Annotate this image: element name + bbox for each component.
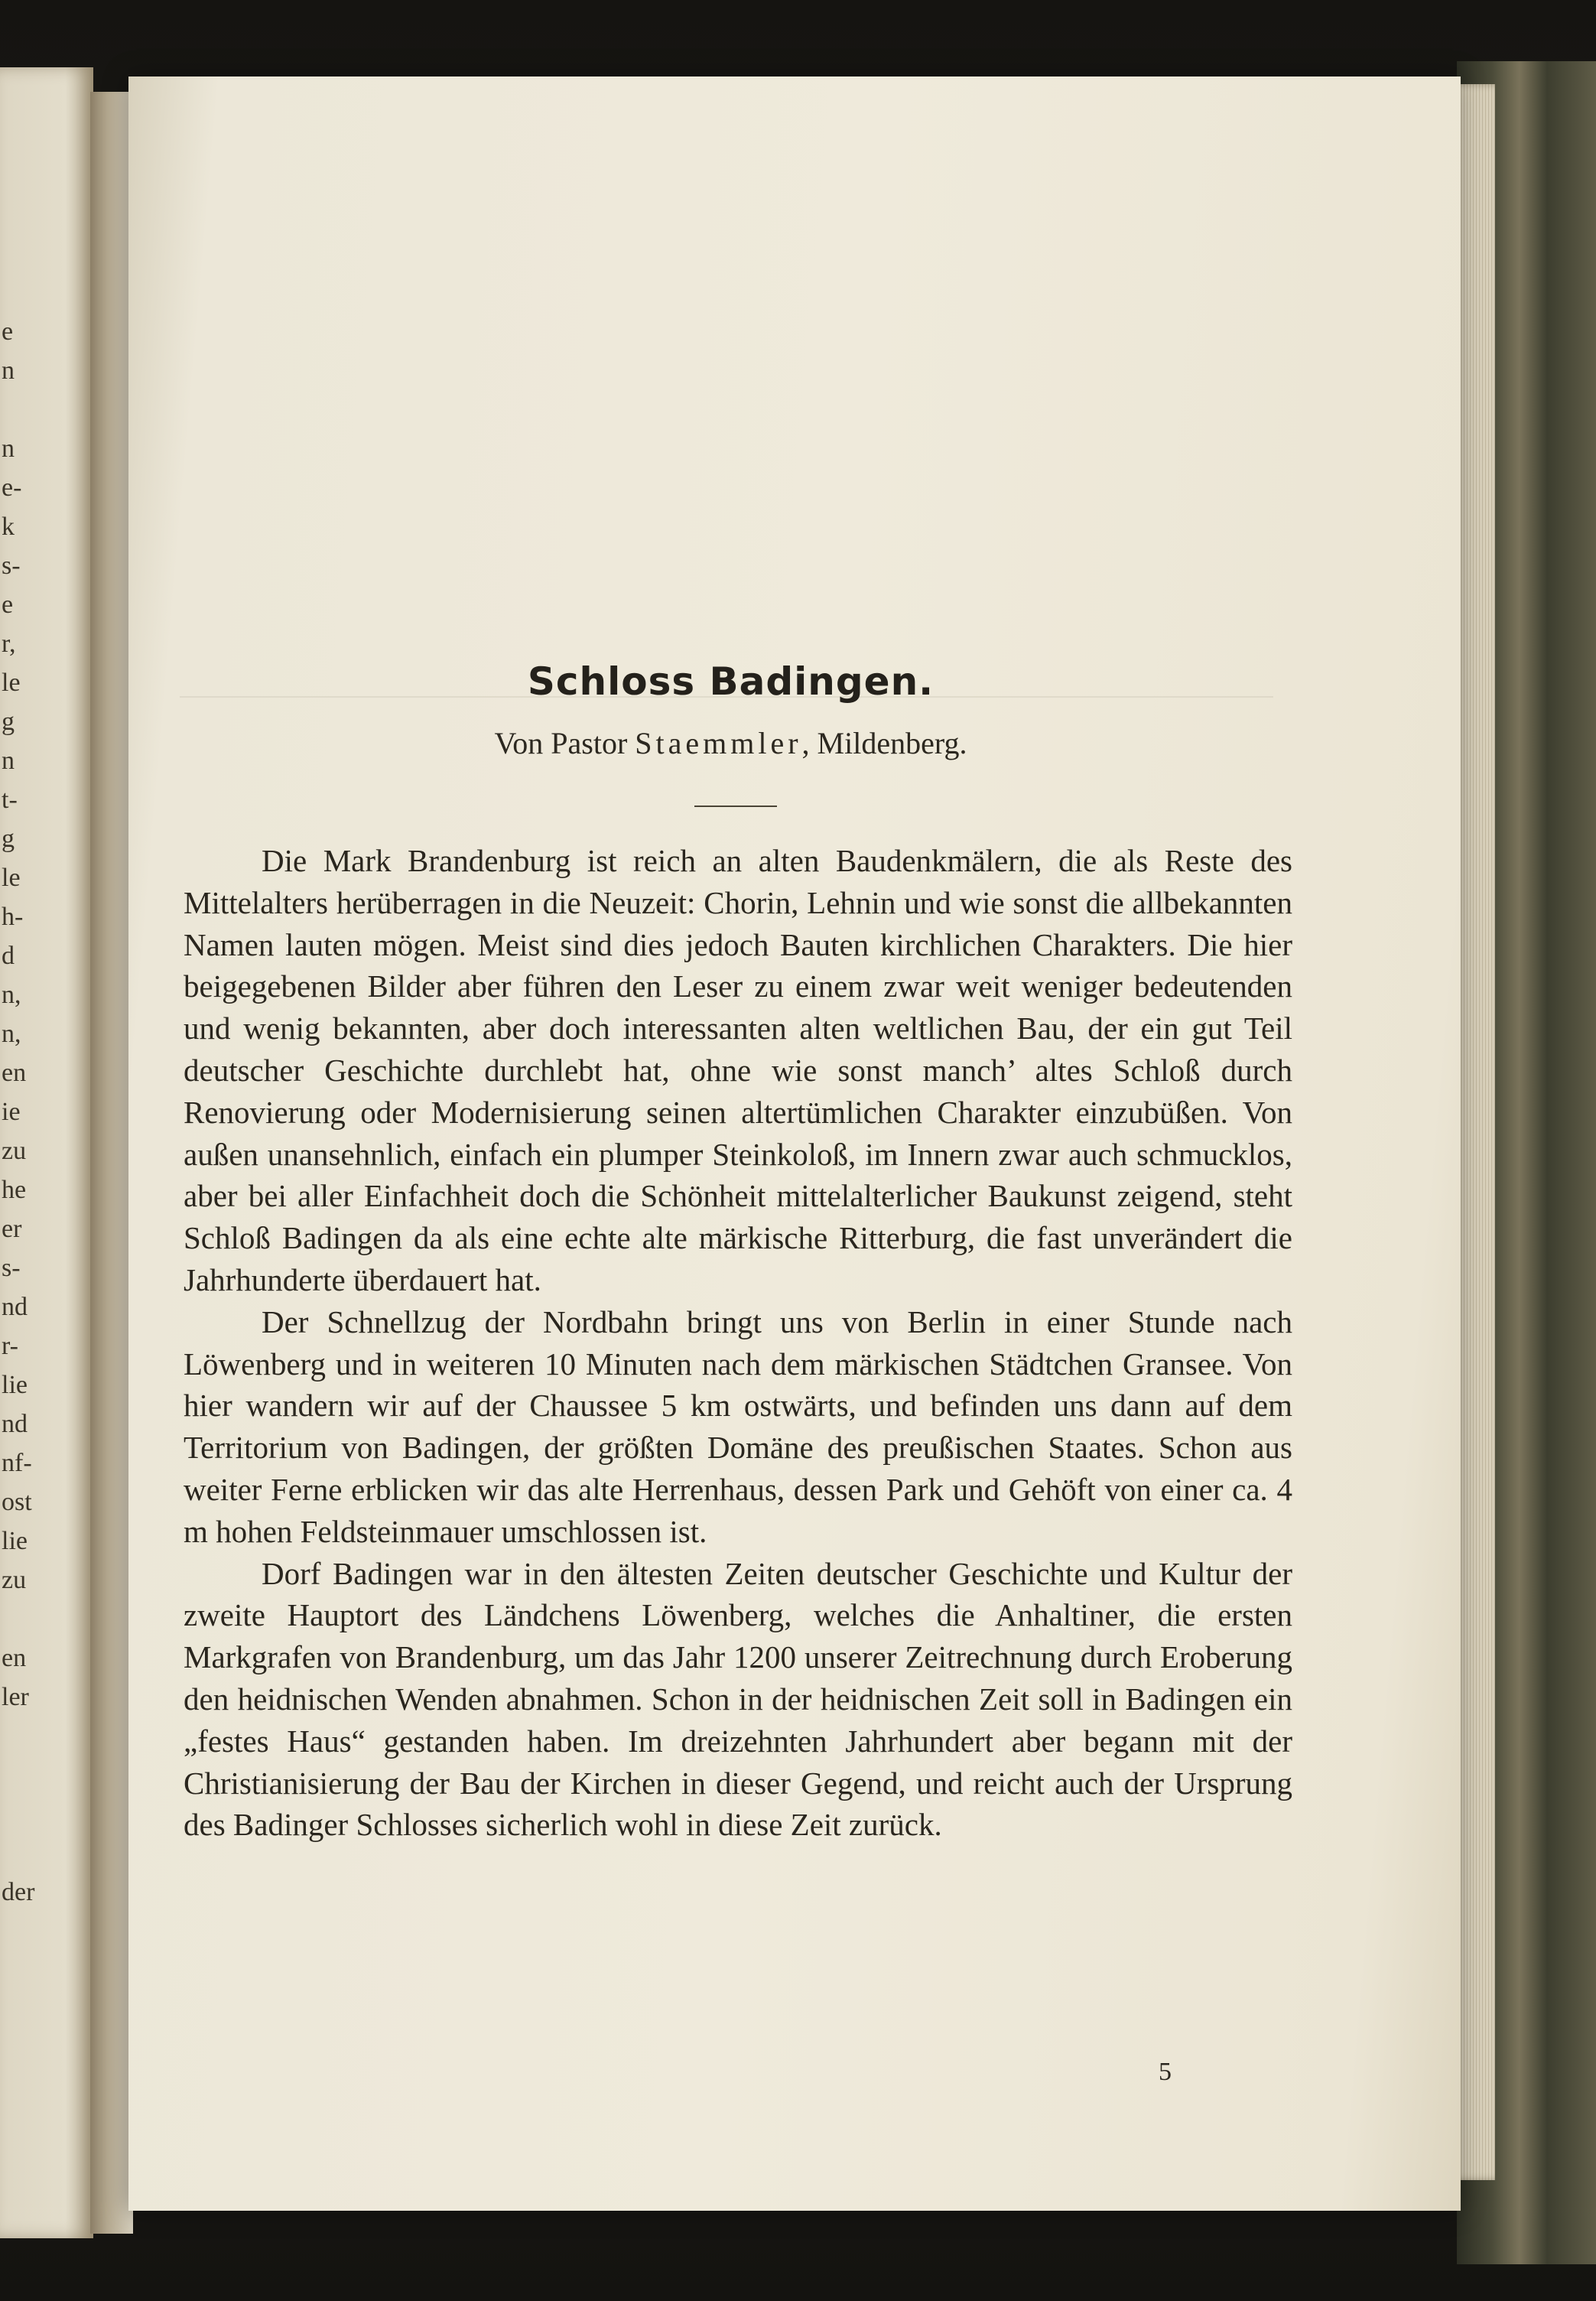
left-page-fragment: lie xyxy=(2,1371,28,1399)
left-page-fragment: er xyxy=(2,1215,22,1243)
left-page-fragment: der xyxy=(2,1878,35,1906)
left-page-fragment: nd xyxy=(2,1410,28,1438)
left-page-fragment xyxy=(0,1717,54,1756)
left-page-fragment: n xyxy=(2,747,15,775)
left-page-fragment: s- xyxy=(2,552,21,580)
left-page-fragment: en xyxy=(2,1059,27,1087)
left-page-fragment xyxy=(0,1600,54,1639)
left-page-fragment: d xyxy=(2,942,15,970)
left-page-fragment: nf- xyxy=(2,1449,32,1477)
byline-suffix: , Mildenberg. xyxy=(801,726,967,760)
byline-prefix: Von Pastor xyxy=(494,726,635,760)
paragraph-3: Dorf Badingen war in den ältesten Zeiten deutscher Geschichte und Kultur der zweite Hauptort des Ländchens Löwenberg, welches die Anhaltiner, die ersten Markgrafen von Brandenburg, um das Jahr 1200 unserer Zeitrechnung durch Eroberung den heidnischen Wenden abnahmen. Schon in der heidnischen Zeit soll in Badingen ein „festes Haus“ gestanden haben. Im dreizehnten Jahrhundert aber begann mit der Christianisierung der Bau der Kirchen in dieser Gegend, und reicht auch der Ursprung des Badinger Schlosses sicherlich wohl in diese Zeit zurück. xyxy=(184,1555,1292,1843)
left-page-fragment: lie xyxy=(2,1527,28,1555)
left-page-fragment: n xyxy=(2,434,15,463)
left-page-fragment: ie xyxy=(2,1098,21,1126)
left-page-fragment xyxy=(0,1756,54,1795)
left-page-fragment: e xyxy=(2,591,14,619)
left-page-fragment: g xyxy=(2,708,15,736)
left-page-fragment: le xyxy=(2,864,21,892)
left-page-fragment: s- xyxy=(2,1254,21,1282)
left-page-fragment: n xyxy=(2,356,15,385)
paragraph-2: Der Schnellzug der Nordbahn bringt uns von Berlin in einer Stunde nach Löwenberg und in weiteren 10 Minuten nach dem märkischen Städtchen Gransee. Von hier wandern wir auf der Chaussee 5 km ostwärts, und befinden uns dann auf dem Territorium von Badingen, der größten Domäne des preußischen Staates. Schon aus weiter Ferne erblicken wir das alte Herrenhaus, dessen Park und Gehöft von einer ca. 4 m hohen Feldsteinmauer umschlossen ist. xyxy=(184,1303,1292,1549)
article-title: Schloss Badingen. xyxy=(527,659,935,704)
left-page-fragment: he xyxy=(2,1176,27,1204)
left-page-fragment xyxy=(0,1795,54,1834)
left-page-fragment: n, xyxy=(2,981,21,1009)
book-gutter xyxy=(90,92,133,2234)
page-number: 5 xyxy=(1159,2058,1172,2086)
left-page-fragment xyxy=(0,390,54,429)
left-page-fragment xyxy=(0,1834,54,1873)
left-page-fragments xyxy=(0,312,54,1912)
left-page-fragment: k xyxy=(2,513,15,541)
left-page-fragment: ost xyxy=(2,1488,32,1516)
paragraph-1: Die Mark Brandenburg ist reich an alten Baudenkmälern, die als Reste des Mittelalters herüberragen in die Neuzeit: Chorin, Lehnin und wie sonst die allbekannten Namen lauten mögen. Meist sind dies jedoch Bauten kirchlichen Charakters. Die hier beigegebenen Bilder aber führen den Leser zu einem zwar weit weniger bedeutenden und wenig bekannten, aber doch interessanten alten weltlichen Bau, der ein gut Teil deutscher Geschichte durchlebt hat, ohne wie sonst manch’ altes Schloß durch Renovierung oder Modernisierung seinen altertümlichen Charakter einzubüßen. Von außen unansehnlich, einfach ein plumper Steinkoloß, im Innern zwar auch schmucklos, aber bei aller Einfachheit doch die Schönheit mittelalterlicher Baukunst zeigend, steht Schloß Badingen da als eine echte alte märkische Ritterburg, die fast unverändert die Jahrhunderte überdauert hat. xyxy=(184,843,1292,1297)
left-page xyxy=(0,67,93,2238)
left-page-fragment: e xyxy=(2,317,14,346)
article-body xyxy=(184,840,1292,1846)
left-page-fragment: zu xyxy=(2,1137,27,1165)
left-page-fragment: r- xyxy=(2,1332,18,1360)
left-page-fragment: r, xyxy=(2,630,16,658)
left-page-fragment: nd xyxy=(2,1293,28,1321)
left-page-fragment: n, xyxy=(2,1020,21,1048)
article-byline xyxy=(0,725,1529,761)
left-page-fragment: t- xyxy=(2,786,18,814)
left-page-fragment: le xyxy=(2,669,21,697)
title-divider xyxy=(694,806,777,807)
left-page-fragment: zu xyxy=(2,1566,27,1594)
left-page-fragment: en xyxy=(2,1644,27,1672)
left-page-fragment: e- xyxy=(2,474,22,502)
left-page-fragment: h- xyxy=(2,903,24,931)
left-page-fragment: ler xyxy=(2,1683,29,1711)
left-page-fragment: g xyxy=(2,825,15,853)
author-name: Staemmler xyxy=(635,726,802,760)
